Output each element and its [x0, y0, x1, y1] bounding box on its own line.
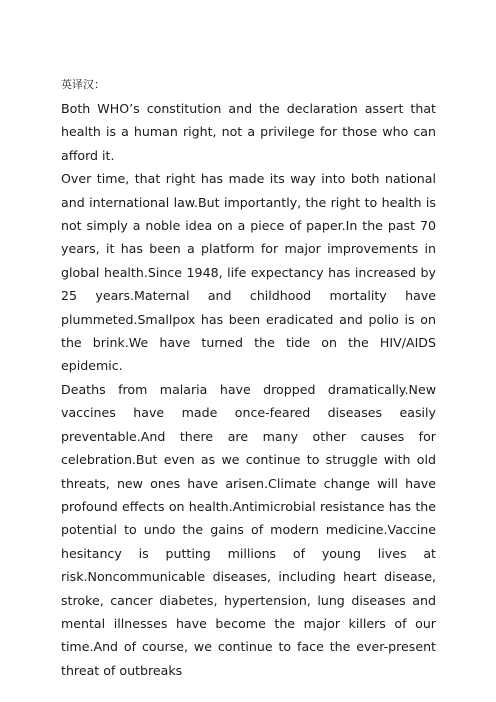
document-heading: 英译汉：: [61, 78, 105, 91]
document-body: [61, 97, 436, 682]
paragraph-1: Both WHO’s constitution and the declaration assert that health is a human right, not a privilege for those who can afford it.: [61, 101, 436, 163]
paragraph-3: Deaths from malaria have dropped dramatically.New vaccines have made once-feared diseases easily preventable.And there are many other causes for celebration.But even as we continue to struggle with old threats, new ones have arisen.Climate change will have profound effects on health.Antimicrobial resistance has the potential to undo the gains of modern medicine.Vaccine hesitancy is putting millions of young lives at risk.Noncommunicable diseases, including heart disease, stroke, cancer diabetes, hypertension, lung diseases and mental illnesses have become the major killers of our time.And of course, we continue to face the ever-present threat of outbreaks: [61, 381, 436, 678]
paragraph-2: Over time, that right has made its way into both national and international law.But importantly, the right to health is not simply a noble idea on a piece of paper.In the past 70 years, it has been a platform for major improvements in global health.Since 1948, life expectancy has increased by 25 years.Maternal and childhood mortality have plummeted.Smallpox has been eradicated and polio is on the brink.We have turned the tide on the HIV/AIDS epidemic.: [61, 171, 436, 374]
